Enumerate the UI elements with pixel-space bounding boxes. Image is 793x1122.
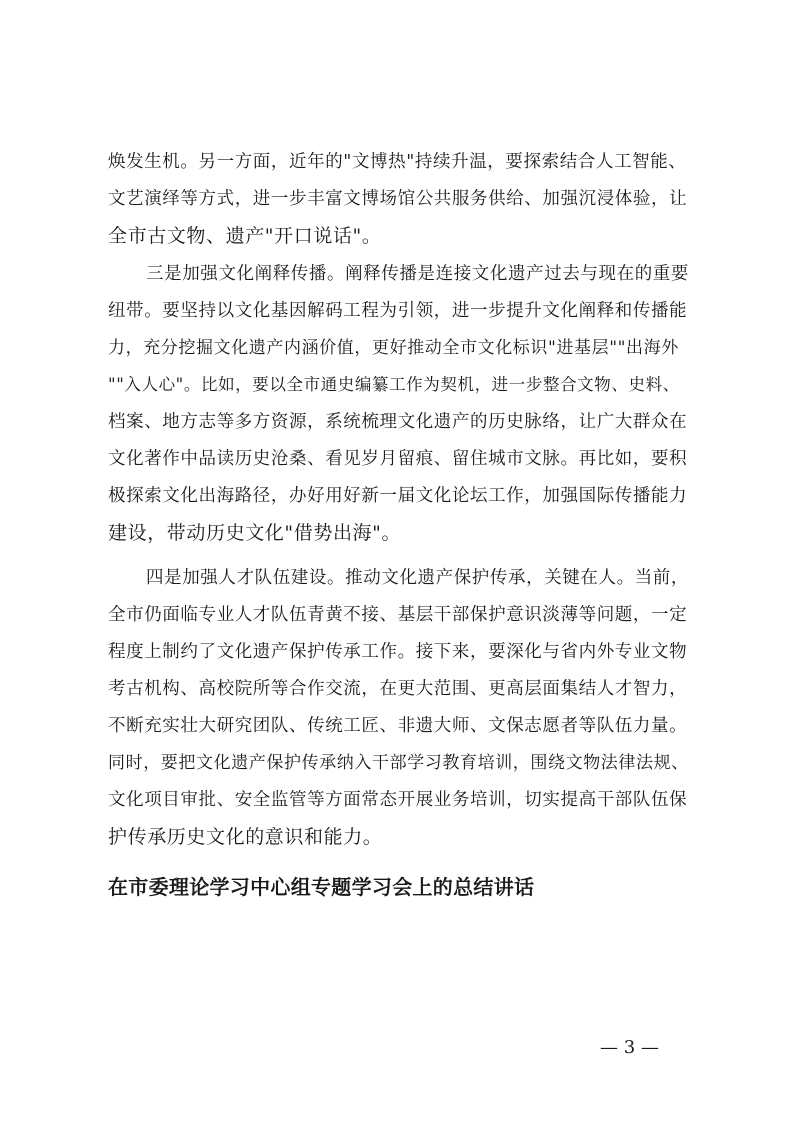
paragraph-2-line-4: ""入人心"。比如，要以全市通史编纂工作为契机，进一步整合文物、史料、 — [108, 375, 680, 394]
paragraph-3-line-5: 不断充实壮大研究团队、传统工匠、非遗大师、文保志愿者等队伍力量。 — [108, 716, 688, 736]
paragraph-2-line-5: 档案、地方志等多方资源，系统梳理文化遗产的历史脉络，让广大群众在 — [108, 412, 688, 432]
paragraph-2-line-2: 纽带。要坚持以文化基因解码工程为引领，进一步提升文化阐释和传播能 — [108, 301, 688, 321]
paragraph-2-line-1: 三是加强文化阐释传播。阐释传播是连接文化遗产过去与现在的重要 — [146, 264, 689, 284]
page-number: — 3 — — [600, 1037, 659, 1058]
paragraph-3-line-7: 文化项目审批、安全监管等方面常态开展业务培训，切实提高干部队伍保 — [108, 790, 688, 810]
paragraph-2-line-7: 极探索文化出海路径，办好用好新一届文化论坛工作，加强国际传播能力 — [108, 486, 688, 506]
paragraph-2-line-6: 文化著作中品读历史沧桑、看见岁月留痕、留住城市文脉。再比如，要积 — [108, 449, 688, 469]
paragraph-1-line-1: 焕发生机。另一方面，近年的"文博热"持续升温，要探索结合人工智能、 — [108, 152, 687, 172]
paragraph-1-line-2: 文艺演绎等方式，进一步丰富文博场馆公共服务供给、加强沉浸体验，让 — [108, 189, 688, 209]
paragraph-3-line-2: 全市仍面临专业人才队伍青黄不接、基层干部保护意识淡薄等问题，一定 — [108, 605, 688, 625]
paragraph-2-line-8: 建设，带动历史文化"借势出海"。 — [108, 522, 402, 544]
paragraph-3-line-6: 同时，要把文化遗产保护传承纳入干部学习教育培训，围绕文物法律法规、 — [108, 753, 689, 773]
section-heading: 在市委理论学习中心组专题学习会上的总结讲话 — [108, 875, 535, 899]
paragraph-3-line-3: 程度上制约了文化遗产保护传承工作。接下来，要深化与省内外专业文物 — [108, 642, 688, 662]
paragraph-2-line-3: 力，充分挖掘文化遗产内涵价值，更好推动全市文化标识"进基层""出海外 — [108, 338, 679, 358]
paragraph-3-line-8: 护传承历史文化的意识和能力。 — [108, 826, 383, 848]
paragraph-3-line-1: 四是加强人才队伍建设。推动文化遗产保护传承，关键在人。当前， — [146, 568, 689, 588]
paragraph-1-line-3: 全市古文物、遗产"开口说话"。 — [108, 225, 382, 247]
paragraph-3-line-4: 考古机构、高校院所等合作交流，在更大范围、更高层面集结人才智力， — [108, 679, 688, 699]
